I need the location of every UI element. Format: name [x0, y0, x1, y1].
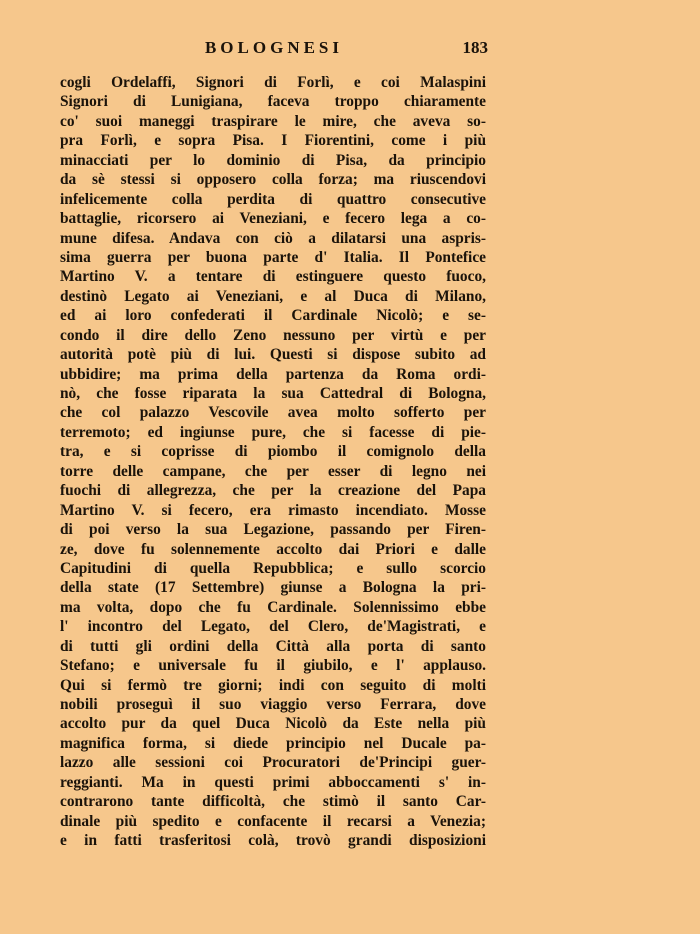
- page-number: 183: [462, 38, 488, 57]
- body-text: [60, 73, 486, 851]
- text-line: co' suoi maneggi traspirare le mire, che aveva so-: [60, 112, 486, 130]
- text-line: ze, dove fu solennemente accolto dai Priori e dalle: [60, 540, 486, 558]
- text-line: mune difesa. Andava con ciò a dilatarsi una aspris-: [60, 229, 486, 247]
- text-line: accolto pur da quel Duca Nicolò da Este nella più: [60, 715, 486, 733]
- text-line: di tutti gli ordini della Città alla porta di santo: [60, 637, 486, 655]
- text-line: reggianti. Ma in questi primi abboccamenti s' in-: [60, 773, 486, 791]
- text-line: Stefano; e universale fu il giubilo, e l' applauso.: [60, 657, 486, 675]
- running-head: [60, 36, 488, 62]
- text-line: terremoto; ed ingiunse pure, che si facesse di pie-: [60, 423, 486, 441]
- text-line: e in fatti trasferitosi colà, trovò grandi disposizioni: [60, 832, 486, 850]
- text-line: cogli Ordelaffi, Signori di Forlì, e coi Malaspini: [60, 74, 486, 91]
- text-line: battaglie, ricorsero ai Veneziani, e fecero lega a co-: [60, 210, 486, 228]
- text-line: magnifica forma, si diede principio nel Ducale pa-: [60, 734, 486, 752]
- text-line: fuochi di allegrezza, che per la creazione del Papa: [60, 482, 486, 500]
- text-line: della state (17 Settembre) giunse a Bologna la pri-: [60, 579, 486, 597]
- text-line: l' incontro del Legato, del Clero, de'Magistrati, e: [60, 618, 486, 636]
- text-line: ed ai loro confederati il Cardinale Nicolò; e se-: [60, 307, 486, 325]
- text-line: lazzo alle sessioni coi Procuratori de'Principi guer-: [60, 754, 486, 772]
- text-line: minacciati per lo dominio di Pisa, da principio: [60, 151, 486, 169]
- text-line: pra Forlì, e sopra Pisa. I Fiorentini, come i più: [60, 132, 486, 150]
- text-line: sima guerra per buona parte d' Italia. Il Pontefice: [60, 248, 486, 266]
- text-line: tra, e si coprisse di piombo il comignolo della: [60, 443, 486, 461]
- text-line: nobili proseguì il suo viaggio verso Ferrara, dove: [60, 696, 486, 713]
- text-line: da sè stessi si opposero colla forza; ma riuscendovi: [60, 171, 486, 189]
- text-line: Qui si fermò tre giorni; indi con seguito di molti: [60, 676, 486, 694]
- text-line: infelicemente colla perdita di quattro consecutive: [60, 190, 486, 208]
- text-line: Signori di Lunigiana, faceva troppo chiaramente: [60, 93, 486, 111]
- text-line: autorità potè più di lui. Questi si dispose subito ad: [60, 346, 486, 364]
- text-line: ubbidire; ma prima della partenza da Roma ordi-: [60, 365, 486, 383]
- running-title: BOLOGNESI: [204, 38, 344, 57]
- text-line: di poi verso la sua Legazione, passando per Firen-: [60, 521, 486, 539]
- text-line: che col palazzo Vescovile avea molto sofferto per: [60, 404, 486, 422]
- text-line: contrarono tante difficoltà, che stimò il santo Car-: [60, 793, 486, 811]
- text-line: condo il dire dello Zeno nessuno per virtù e per: [60, 326, 486, 344]
- text-line: Martino V. si fecero, era rimasto incendiato. Mosse: [60, 501, 486, 519]
- text-line: dinale più spedito e confacente il recarsi a Venezia;: [60, 812, 486, 830]
- text-line: Capitudini di quella Repubblica; e sullo scorcio: [60, 559, 486, 577]
- text-line: ma volta, dopo che fu Cardinale. Solennissimo ebbe: [60, 598, 486, 616]
- text-line: torre delle campane, che per esser di legno nei: [60, 462, 486, 480]
- text-line: nò, che fosse riparata la sua Cattedral di Bologna,: [60, 385, 486, 402]
- text-line: Martino V. a tentare di estinguere questo fuoco,: [60, 268, 486, 286]
- text-line: destinò Legato ai Veneziani, e al Duca di Milano,: [60, 287, 486, 305]
